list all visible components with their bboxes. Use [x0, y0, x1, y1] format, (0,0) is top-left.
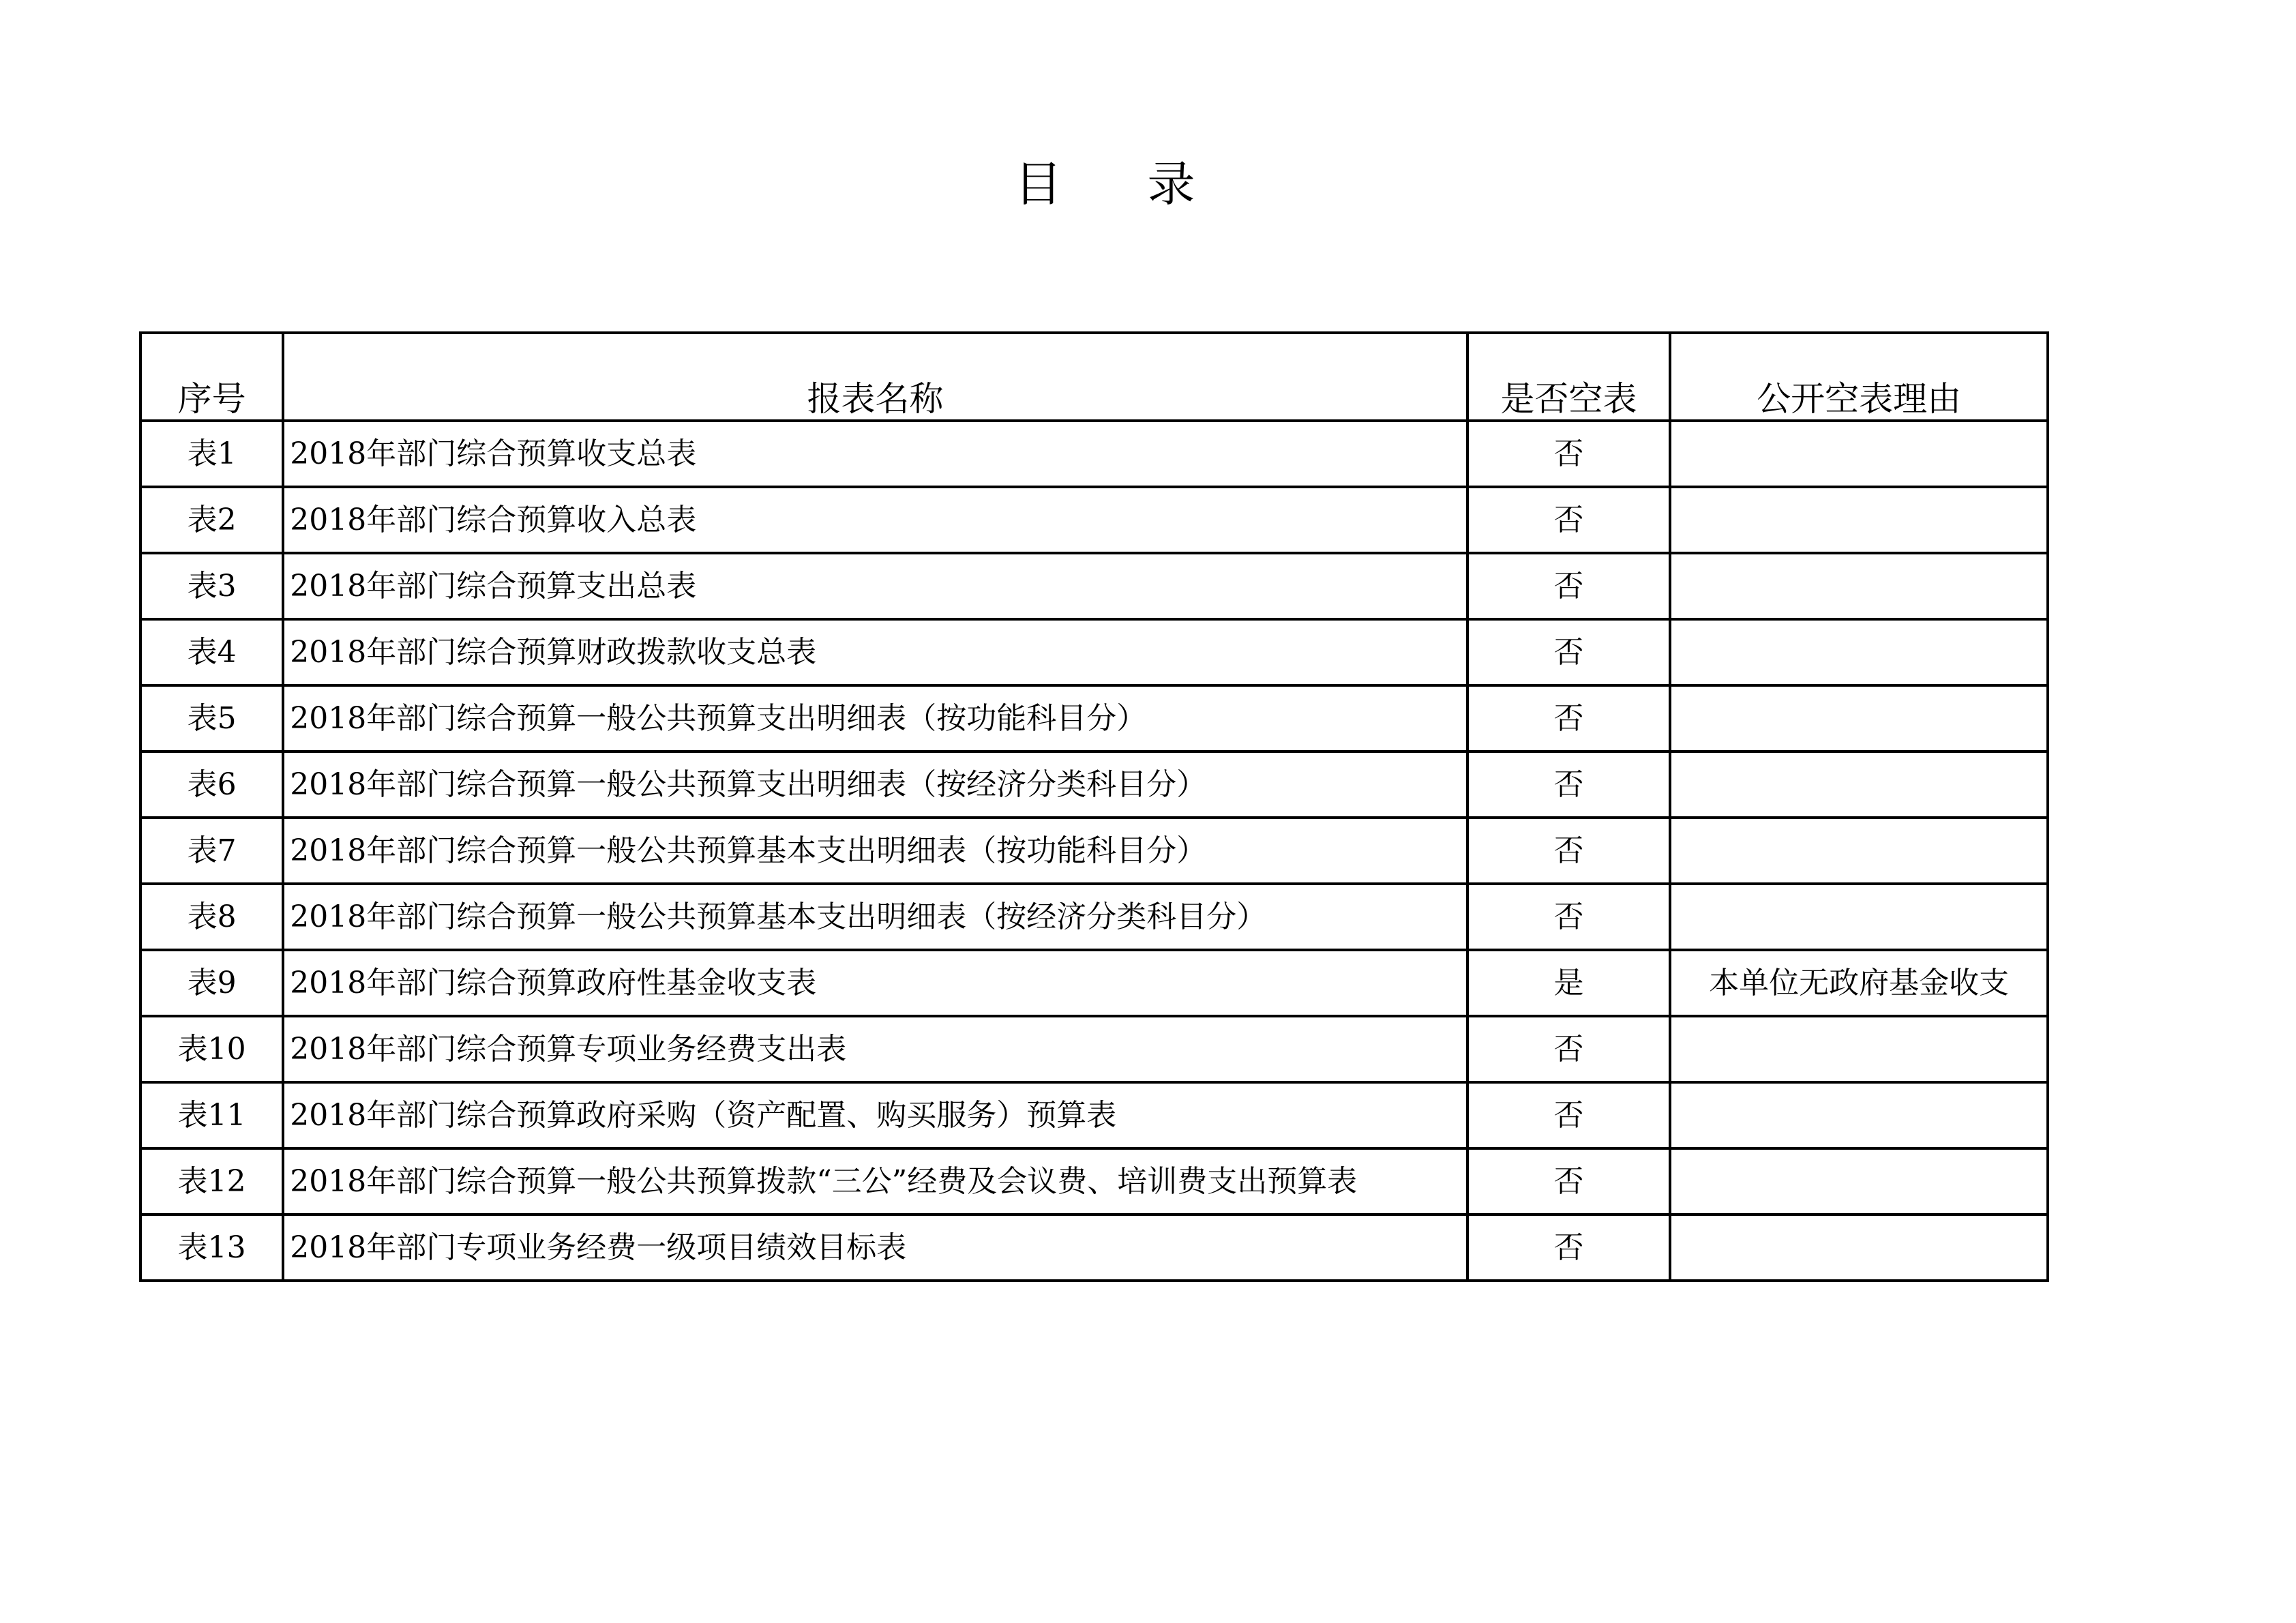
- row-serial-number: 表8: [140, 884, 283, 950]
- row-is-empty: 否: [1467, 751, 1670, 818]
- row-is-empty: 否: [1467, 1082, 1670, 1148]
- row-serial-number: 表10: [140, 1016, 283, 1082]
- row-empty-reason: [1670, 1215, 2048, 1281]
- row-empty-reason: [1670, 751, 2048, 818]
- row-report-name: 2018年部门综合预算一般公共预算基本支出明细表（按功能科目分）: [283, 818, 1467, 884]
- row-report-name: 2018年部门综合预算一般公共预算拨款“三公”经费及会议费、培训费支出预算表: [283, 1148, 1467, 1215]
- row-is-empty: 否: [1467, 1148, 1670, 1215]
- row-is-empty: 否: [1467, 553, 1670, 619]
- table-row: [140, 487, 2048, 553]
- table-row: [140, 553, 2048, 619]
- row-empty-reason: [1670, 884, 2048, 950]
- row-report-name: 2018年部门综合预算收入总表: [283, 487, 1467, 553]
- row-serial-number: 表3: [140, 553, 283, 619]
- row-serial-number: 表7: [140, 818, 283, 884]
- row-empty-reason: [1670, 1016, 2048, 1082]
- row-is-empty: 否: [1467, 685, 1670, 751]
- row-report-name: 2018年部门综合预算支出总表: [283, 553, 1467, 619]
- table-row: [140, 818, 2048, 884]
- row-report-name: 2018年部门综合预算政府采购（资产配置、购买服务）预算表: [283, 1082, 1467, 1148]
- table-row: [140, 1082, 2048, 1148]
- header-report-name: 报表名称: [283, 333, 1467, 421]
- row-serial-number: 表4: [140, 619, 283, 685]
- row-report-name: 2018年部门综合预算专项业务经费支出表: [283, 1016, 1467, 1082]
- row-serial-number: 表5: [140, 685, 283, 751]
- table-row: [140, 1016, 2048, 1082]
- header-serial-number: 序号: [140, 333, 283, 421]
- table-body: [140, 421, 2048, 1281]
- report-index-table: [139, 331, 2049, 1282]
- row-empty-reason: 本单位无政府基金收支: [1670, 950, 2048, 1016]
- row-empty-reason: [1670, 553, 2048, 619]
- header-is-empty: 是否空表: [1467, 333, 1670, 421]
- row-report-name: 2018年部门综合预算一般公共预算基本支出明细表（按经济分类科目分）: [283, 884, 1467, 950]
- row-empty-reason: [1670, 685, 2048, 751]
- table-row: [140, 1148, 2048, 1215]
- row-serial-number: 表12: [140, 1148, 283, 1215]
- row-empty-reason: [1670, 421, 2048, 487]
- table-header-row: [140, 333, 2048, 421]
- table-row: [140, 950, 2048, 1016]
- row-serial-number: 表6: [140, 751, 283, 818]
- table-row: [140, 421, 2048, 487]
- row-empty-reason: [1670, 1082, 2048, 1148]
- row-empty-reason: [1670, 487, 2048, 553]
- row-report-name: 2018年部门综合预算财政拨款收支总表: [283, 619, 1467, 685]
- row-serial-number: 表1: [140, 421, 283, 487]
- row-is-empty: 否: [1467, 421, 1670, 487]
- header-empty-reason: 公开空表理由: [1670, 333, 2048, 421]
- table-row: [140, 751, 2048, 818]
- row-is-empty: 否: [1467, 818, 1670, 884]
- row-empty-reason: [1670, 818, 2048, 884]
- row-serial-number: 表11: [140, 1082, 283, 1148]
- row-report-name: 2018年部门综合预算一般公共预算支出明细表（按功能科目分）: [283, 685, 1467, 751]
- row-report-name: 2018年部门专项业务经费一级项目绩效目标表: [283, 1215, 1467, 1281]
- row-empty-reason: [1670, 619, 2048, 685]
- row-is-empty: 否: [1467, 1215, 1670, 1281]
- row-serial-number: 表9: [140, 950, 283, 1016]
- row-is-empty: 是: [1467, 950, 1670, 1016]
- table-row: [140, 619, 2048, 685]
- table-row: [140, 1215, 2048, 1281]
- title-char-2: 录: [1147, 156, 1195, 212]
- row-serial-number: 表2: [140, 487, 283, 553]
- row-report-name: 2018年部门综合预算收支总表: [283, 421, 1467, 487]
- row-serial-number: 表13: [140, 1215, 283, 1281]
- row-report-name: 2018年部门综合预算一般公共预算支出明细表（按经济分类科目分）: [283, 751, 1467, 818]
- row-is-empty: 否: [1467, 884, 1670, 950]
- row-report-name: 2018年部门综合预算政府性基金收支表: [283, 950, 1467, 1016]
- row-is-empty: 否: [1467, 487, 1670, 553]
- row-is-empty: 否: [1467, 619, 1670, 685]
- row-is-empty: 否: [1467, 1016, 1670, 1082]
- row-empty-reason: [1670, 1148, 2048, 1215]
- page-title: [0, 147, 2209, 222]
- table-row: [140, 884, 2048, 950]
- table-row: [140, 685, 2048, 751]
- title-char-1: 目: [1014, 156, 1062, 212]
